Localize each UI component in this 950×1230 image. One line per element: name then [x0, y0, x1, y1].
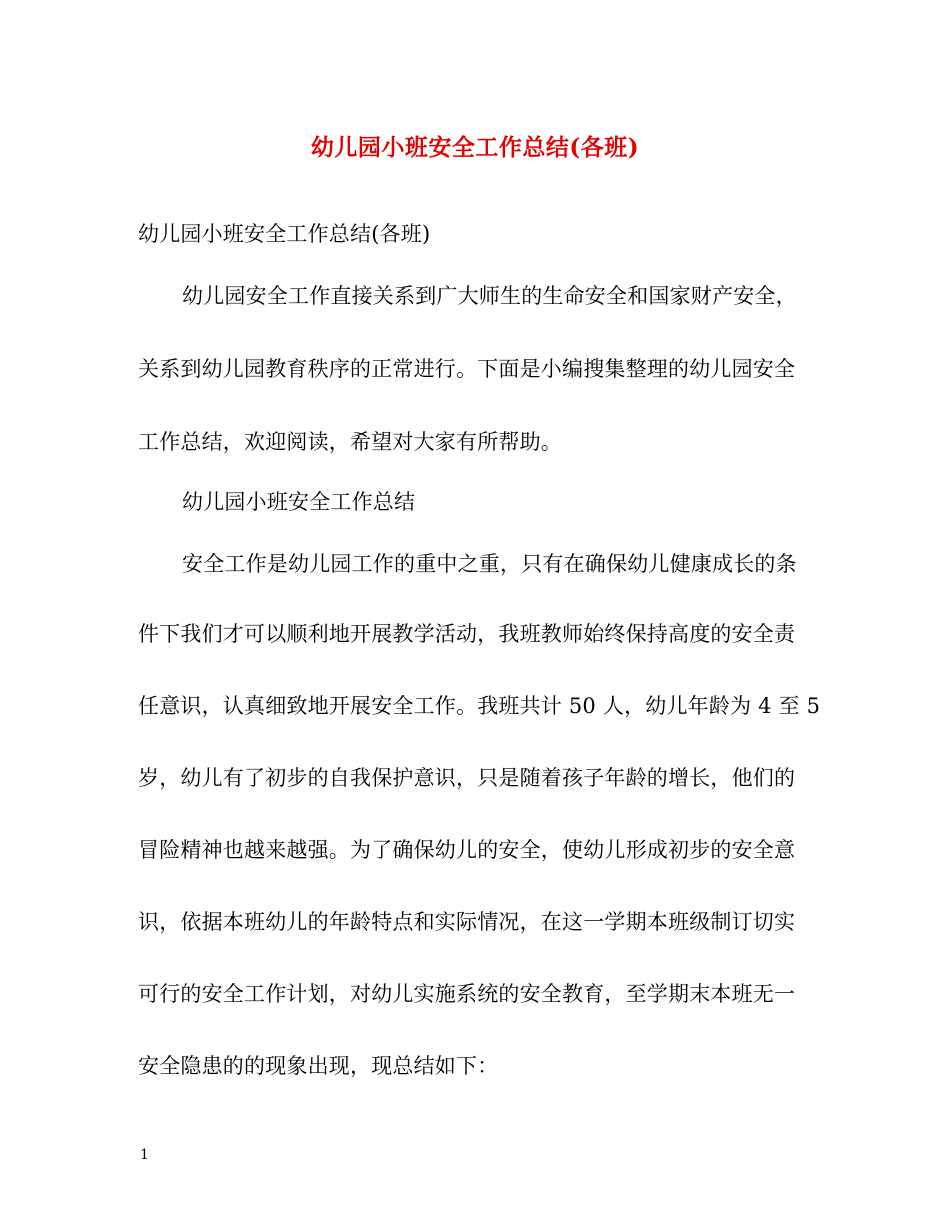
paragraph-line: 可行的安全工作计划，对幼儿实施系统的安全教育，至学期末本班无一	[138, 982, 796, 1006]
page-number: 1	[140, 1147, 149, 1163]
document-title: 幼儿园小班安全工作总结(各班)	[310, 134, 640, 161]
paragraph-line: 识，依据本班幼儿的年龄特点和实际情况，在这一学期本班级制订切实	[138, 910, 796, 934]
paragraph-line: 安全工作是幼儿园工作的重中之重，只有在确保幼儿健康成长的条	[182, 552, 797, 576]
paragraph-line: 岁，幼儿有了初步的自我保护意识，只是随着孩子年龄的增长，他们的	[138, 766, 796, 790]
document-subtitle: 幼儿园小班安全工作总结(各班)	[138, 222, 431, 246]
paragraph-line: 件下我们才可以顺利地开展教学活动，我班教师始终保持高度的安全责	[138, 622, 796, 646]
paragraph-line: 冒险精神也越来越强。为了确保幼儿的安全，使幼儿形成初步的安全意	[138, 838, 796, 862]
paragraph-line: 幼儿园安全工作直接关系到广大师生的生命安全和国家财产安全，	[182, 284, 797, 308]
paragraph-line: 工作总结，欢迎阅读，希望对大家有所帮助。	[138, 430, 562, 454]
paragraph-line: 任意识，认真细致地开展安全工作。我班共计 50 人，幼儿年龄为 4 至 5	[138, 694, 821, 718]
section-heading: 幼儿园小班安全工作总结	[182, 490, 416, 514]
paragraph-line: 关系到幼儿园教育秩序的正常进行。下面是小编搜集整理的幼儿园安全	[138, 357, 796, 381]
paragraph-line: 安全隐患的的现象出现，现总结如下：	[138, 1054, 499, 1078]
